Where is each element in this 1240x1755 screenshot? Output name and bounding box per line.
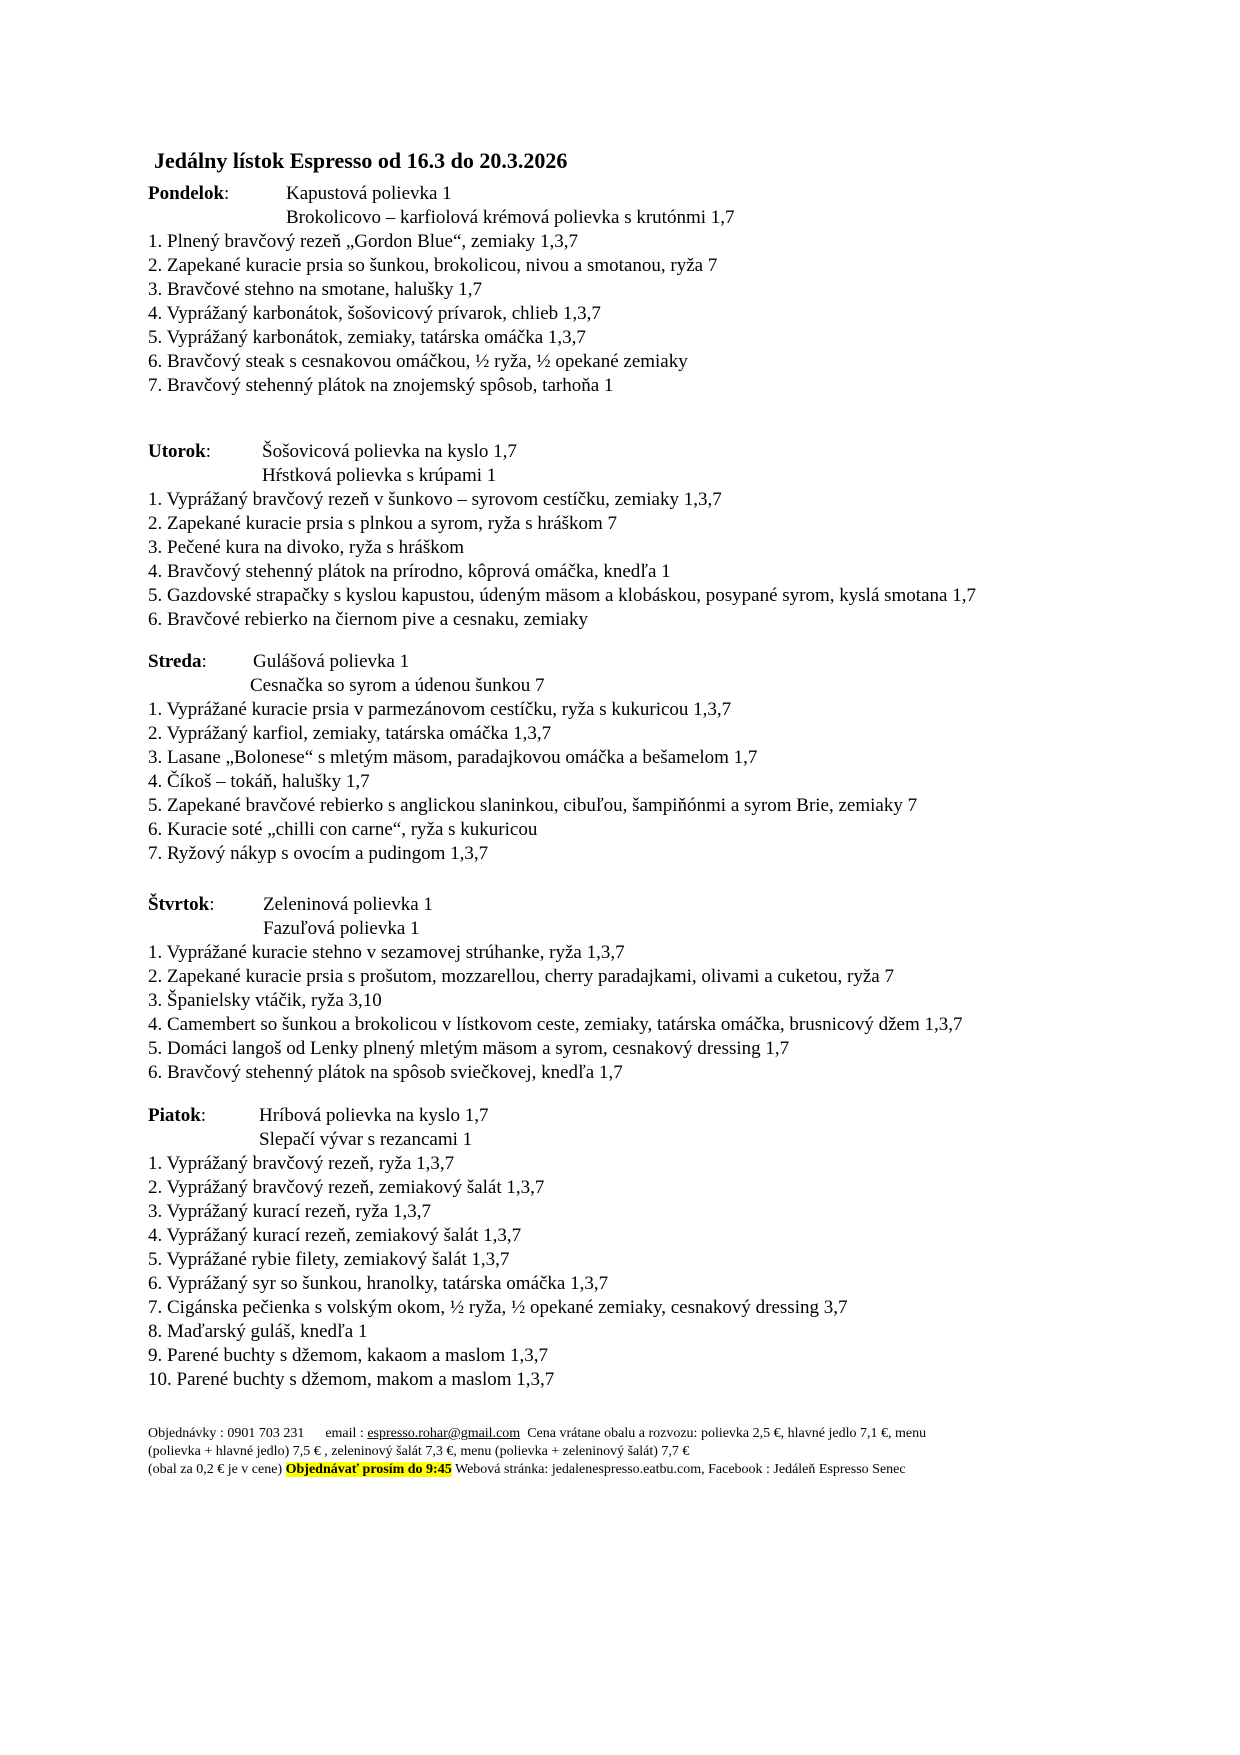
meal-item: 7. Ryžový nákyp s ovocím a pudingom 1,3,7 — [148, 843, 489, 864]
meal-item: 6. Vyprážaný syr so šunkou, hranolky, tatárska omáčka 1,3,7 — [148, 1273, 609, 1294]
soup-item: Gulášová polievka 1 — [253, 651, 410, 672]
meal-item: 6. Kuracie soté „chilli con carne“, ryža s kukuricou — [148, 819, 538, 840]
meal-item: 5. Domáci langoš od Lenky plnený mletým mäsom a syrom, cesnakový dressing 1,7 — [148, 1038, 790, 1059]
meal-item: 9. Parené buchty s džemom, kakaom a maslom 1,3,7 — [148, 1345, 548, 1366]
day-section-tuesday: Utorok: Šošovicová polievka na kyslo 1,7 Hŕstková polievka s krúpami 1 1. Vyprážaný bravčový rezeň v šunkovo – syrovom cestíčku, zemiaky 1,3,7 2. Zapekané kuracie prsia s plnkou a syrom, ryža s hráškom 7 3. Pečené kura na divoko, ryža s hráškom 4. Bravčový stehenný plátok na prírodno, kôprová omáčka, knedľa 1 5. Gazdovské strapačky s kyslou kapustou, údeným mäsom a klobáskou, posypané syrom, kyslá smotana 1,7 6. Bravčové rebierko na čiernom pive a cesnaku, zemiaky — [148, 440, 1148, 632]
meal-item: 4. Camembert so šunkou a brokolicou v lístkovom ceste, zemiaky, tatárska omáčka, brusnicový džem 1,3,7 — [148, 1014, 963, 1035]
meal-item: 6. Bravčové rebierko na čiernom pive a cesnaku, zemiaky — [148, 609, 588, 630]
meal-item: 4. Vyprážaný karbonátok, šošovicový prívarok, chlieb 1,3,7 — [148, 303, 601, 324]
prices-text-continued: (polievka + hlavné jedlo) 7,5 € , zeleninový šalát 7,3 €, menu (polievka + zeleninový šalát) 7,7 € — [148, 1444, 690, 1459]
soup-item: Hŕstková polievka s krúpami 1 — [262, 465, 497, 486]
soup-item: Kapustová polievka 1 — [286, 183, 452, 204]
packaging-note: (obal za 0,2 € je v cene) — [148, 1462, 283, 1477]
page-title: Jedálny lístok Espresso od 16.3 do 20.3.2026 — [154, 148, 568, 173]
meal-item: 2. Zapekané kuracie prsia so šunkou, brokolicou, nivou a smotanou, ryža 7 — [148, 255, 718, 276]
orders-phone: Objednávky : 0901 703 231 — [148, 1426, 305, 1441]
day-section-monday: Pondelok: Kapustová polievka 1 Brokolicovo – karfiolová krémová polievka s krutónmi 1,7 1. Plnený bravčový rezeň „Gordon Blue“, zemiaky 1,3,7 2. Zapekané kuracie prsia so šunkou, brokolicou, nivou a smotanou, ryža 7 3. Bravčové stehno na smotane, halušky 1,7 4. Vyprážaný karbonátok, šošovicový prívarok, chlieb 1,3,7 5. Vyprážaný karbonátok, zemiaky, tatárska omáčka 1,3,7 6. Bravčový steak s cesnakovou omáčkou, ½ ryža, ½ opekané zemiaky 7. Bravčový stehenný plátok na znojemský spôsob, tarhoňa 1 — [148, 182, 1148, 398]
meal-item: 4. Číkoš – tokáň, halušky 1,7 — [148, 771, 370, 792]
day-section-wednesday: Streda: Gulášová polievka 1 Cesnačka so syrom a údenou šunkou 7 1. Vyprážané kuracie prsia v parmezánovom cestíčku, ryža s kukuricou 1,3,7 2. Vyprážaný karfiol, zemiaky, tatárska omáčka 1,3,7 3. Lasane „Bolonese“ s mletým mäsom, paradajkovou omáčka a bešamelom 1,7 4. Číkoš – tokáň, halušky 1,7 5. Zapekané bravčové rebierko s anglickou slaninkou, cibuľou, šampiňónmi a syrom Brie, zemiaky 7 6. Kuracie soté „chilli con carne“, ryža s kukuricou 7. Ryžový nákyp s ovocím a pudingom 1,3,7 — [148, 650, 1148, 866]
meal-item: 3. Pečené kura na divoko, ryža s hráškom — [148, 537, 465, 558]
meal-item: 1. Plnený bravčový rezeň „Gordon Blue“, zemiaky 1,3,7 — [148, 231, 579, 252]
meal-item: 2. Vyprážaný karfiol, zemiaky, tatárska omáčka 1,3,7 — [148, 723, 552, 744]
day-label: Utorok — [148, 441, 206, 462]
meal-item: 1. Vyprážaný bravčový rezeň, ryža 1,3,7 — [148, 1153, 455, 1174]
meal-item: 5. Gazdovské strapačky s kyslou kapustou, údeným mäsom a klobáskou, posypané syrom, kyslá smotana 1,7 — [148, 585, 976, 606]
meal-item: 3. Lasane „Bolonese“ s mletým mäsom, paradajkovou omáčka a bešamelom 1,7 — [148, 747, 758, 768]
meal-item: 6. Bravčový steak s cesnakovou omáčkou, ½ ryža, ½ opekané zemiaky — [148, 351, 688, 372]
day-label: Piatok — [148, 1105, 201, 1126]
day-section-thursday: Štvrtok: Zeleninová polievka 1 Fazuľová polievka 1 1. Vyprážané kuracie stehno v sezamovej strúhanke, ryža 1,3,7 2. Zapekané kuracie prsia s prošutom, mozzarellou, cherry paradajkami, olivami a cuketou, ryža 7 3. Španielsky vtáčik, ryža 3,10 4. Camembert so šunkou a brokolicou v lístkovom ceste, zemiaky, tatárska omáčka, brusnicový džem 1,3,7 5. Domáci langoš od Lenky plnený mletým mäsom a syrom, cesnakový dressing 1,7 6. Bravčový stehenný plátok na spôsob sviečkovej, knedľa 1,7 — [148, 893, 1148, 1085]
meal-item: 1. Vyprážané kuracie stehno v sezamovej strúhanke, ryža 1,3,7 — [148, 942, 625, 963]
meal-item: 2. Vyprážaný bravčový rezeň, zemiakový šalát 1,3,7 — [148, 1177, 545, 1198]
meal-item: 7. Cigánska pečienka s volským okom, ½ ryža, ½ opekané zemiaky, cesnakový dressing 3,7 — [148, 1297, 848, 1318]
meal-item: 5. Vyprážaný karbonátok, zemiaky, tatárska omáčka 1,3,7 — [148, 327, 586, 348]
soup-item: Hríbová polievka na kyslo 1,7 — [259, 1105, 489, 1126]
soup-item: Cesnačka so syrom a údenou šunkou 7 — [250, 675, 545, 696]
day-label: Pondelok — [148, 183, 225, 204]
meal-item: 7. Bravčový stehenný plátok na znojemský spôsob, tarhoňa 1 — [148, 375, 614, 396]
day-label: Streda — [148, 651, 202, 672]
day-section-friday: Piatok: Hríbová polievka na kyslo 1,7 Slepačí vývar s rezancami 1 1. Vyprážaný bravčový rezeň, ryža 1,3,7 2. Vyprážaný bravčový rezeň, zemiakový šalát 1,3,7 3. Vyprážaný kurací rezeň, ryža 1,3,7 4. Vyprážaný kurací rezeň, zemiakový šalát 1,3,7 5. Vyprážané rybie filety, zemiakový šalát 1,3,7 6. Vyprážaný syr so šunkou, hranolky, tatárska omáčka 1,3,7 7. Cigánska pečienka s volským okom, ½ ryža, ½ opekané zemiaky, cesnakový dressing 3,7 8. Maďarský guláš, knedľa 1 9. Parené buchty s džemom, kakaom a maslom 1,3,7 10. Parené buchty s džemom, makom a maslom 1,3,7 — [148, 1104, 1148, 1392]
day-label: Štvrtok — [148, 894, 210, 915]
soup-item: Fazuľová polievka 1 — [263, 918, 420, 939]
meal-item: 5. Vyprážané rybie filety, zemiakový šalát 1,3,7 — [148, 1249, 510, 1270]
email-label: email : — [325, 1426, 364, 1441]
prices-text: Cena vrátane obalu a rozvozu: polievka 2,5 €, hlavné jedlo 7,1 €, menu — [527, 1426, 927, 1441]
soup-item: Šošovicová polievka na kyslo 1,7 — [262, 441, 517, 462]
meal-item: 2. Zapekané kuracie prsia s prošutom, mozzarellou, cherry paradajkami, olivami a cuketou, ryža 7 — [148, 966, 894, 987]
meal-item: 3. Španielsky vtáčik, ryža 3,10 — [148, 990, 382, 1011]
order-deadline-highlight: Objednávať prosím do 9:45 — [285, 1462, 452, 1477]
meal-item: 1. Vyprážané kuracie prsia v parmezánovom cestíčku, ryža s kukuricou 1,3,7 — [148, 699, 732, 720]
soup-item: Zeleninová polievka 1 — [263, 894, 433, 915]
meal-item: 2. Zapekané kuracie prsia s plnkou a syrom, ryža s hráškom 7 — [148, 513, 618, 534]
meal-item: 4. Bravčový stehenný plátok na prírodno, kôprová omáčka, knedľa 1 — [148, 561, 671, 582]
web-info: Webová stránka: jedalenespresso.eatbu.com, Facebook : Jedáleň Espresso Senec — [454, 1462, 906, 1477]
footer-info — [148, 1425, 1098, 1479]
meal-item: 1. Vyprážaný bravčový rezeň v šunkovo – syrovom cestíčku, zemiaky 1,3,7 — [148, 489, 722, 510]
meal-item: 3. Bravčové stehno na smotane, halušky 1,7 — [148, 279, 483, 300]
meal-item: 5. Zapekané bravčové rebierko s anglickou slaninkou, cibuľou, šampiňónmi a syrom Brie, zemiaky 7 — [148, 795, 918, 816]
meal-item: 3. Vyprážaný kurací rezeň, ryža 1,3,7 — [148, 1201, 431, 1222]
meal-item: 10. Parené buchty s džemom, makom a maslom 1,3,7 — [148, 1369, 555, 1390]
meal-item: 8. Maďarský guláš, knedľa 1 — [148, 1321, 368, 1342]
soup-item: Brokolicovo – karfiolová krémová polievka s krutónmi 1,7 — [286, 207, 735, 228]
email-link[interactable]: espresso.rohar@gmail.com — [367, 1426, 521, 1441]
meal-item: 6. Bravčový stehenný plátok na spôsob sviečkovej, knedľa 1,7 — [148, 1062, 623, 1083]
meal-item: 4. Vyprážaný kurací rezeň, zemiakový šalát 1,3,7 — [148, 1225, 522, 1246]
soup-item: Slepačí vývar s rezancami 1 — [259, 1129, 473, 1150]
